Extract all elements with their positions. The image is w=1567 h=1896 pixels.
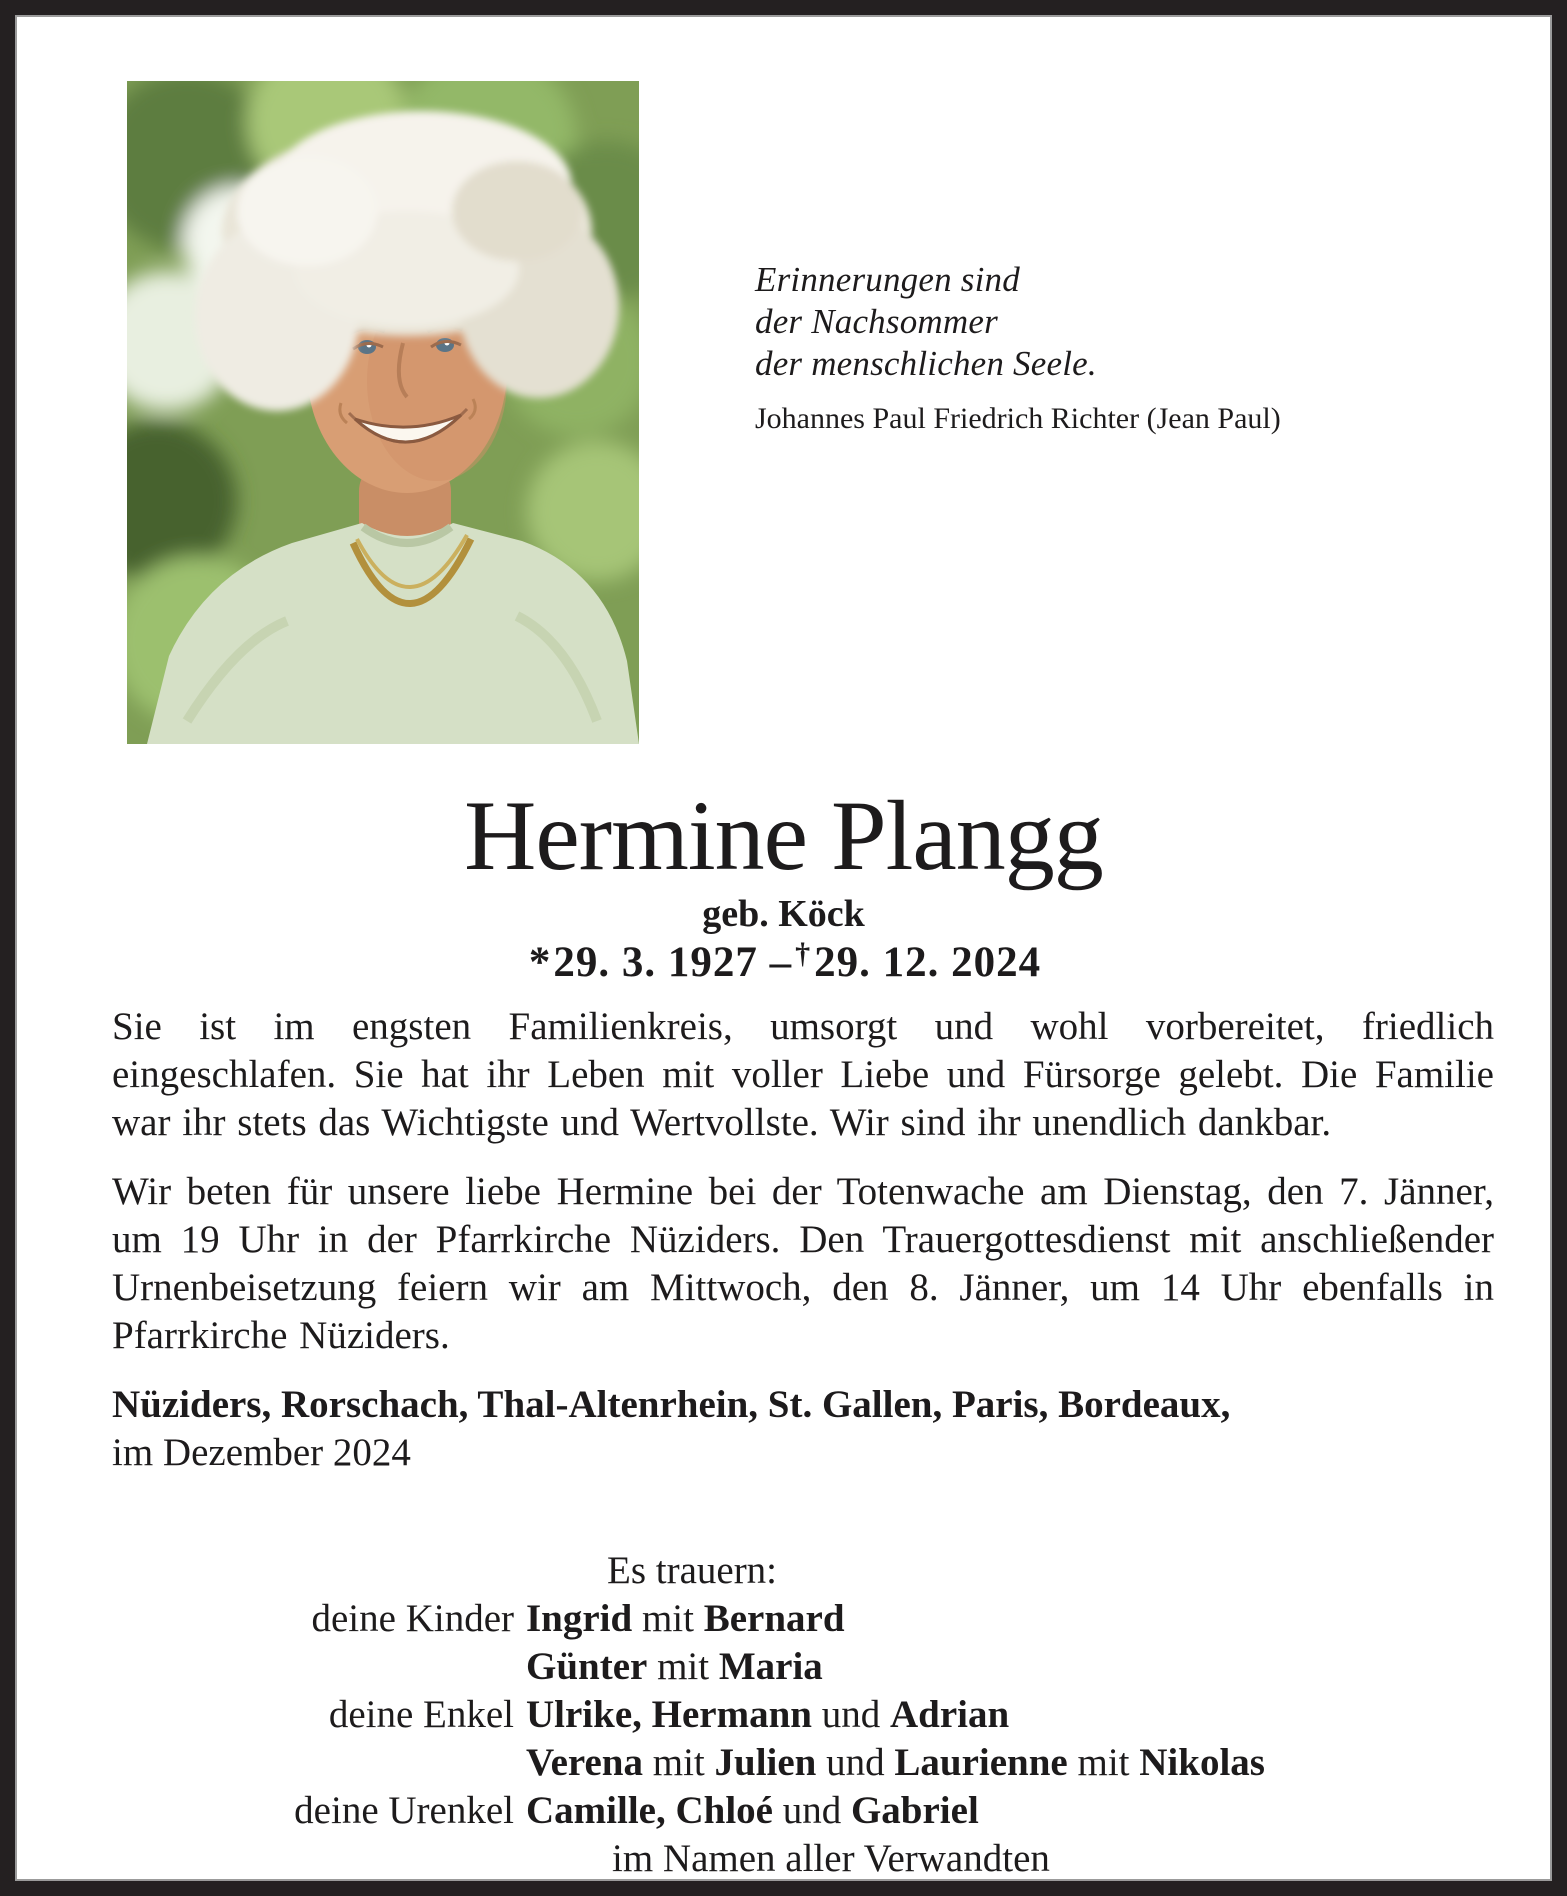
mourner-names [526,1643,1512,1691]
mourner-relation-label [112,1643,514,1691]
mourners-heading: Es trauern: [607,1549,778,1592]
mourner-names [526,1595,1512,1643]
mourner-relation-label: deine Enkel [328,1693,514,1736]
mourner-names [526,1787,1512,1835]
cities-line: Nüziders, Rorschach, Thal-Altenrhein, St. Gallen, Paris, Bordeaux, [112,1383,1231,1426]
mourner-connector: und [816,1741,895,1784]
mourner-name: Adrian [889,1693,1010,1736]
mourner-relation-label [112,1835,514,1883]
mourner-row [112,1739,1512,1787]
life-dates [15,937,1552,992]
mourner-name: Julien [714,1741,817,1784]
mourner-relation-label: deine Kinder [311,1597,514,1640]
mourner-row [112,1643,1512,1691]
memorial-quote [755,259,1475,437]
mourner-row [112,1595,1512,1643]
mourner-names [526,1739,1512,1787]
mourner-name: Ulrike, Hermann [526,1693,812,1736]
deceased-name: Hermine Plangg [464,780,1103,891]
mourner-name: Günter [526,1645,648,1688]
mourner-connector: und [772,1789,851,1832]
quote-line: der Nachsommer [755,302,998,341]
mourner-name: Maria [718,1645,823,1688]
funeral-details-paragraph: Wir beten für unsere liebe Hermine bei der Totenwache am Dienstag, den 7. Jänner, um 19 Uhr in der Pfarrkirche Nüziders. Den Trauergottesdienst mit anschließender Urnenbeisetzung feiern wir am Mittwoch, den 8. Jänner, um 14 Uhr ebenfalls in Pfarrkirche Nüziders. [112,1170,1494,1357]
mourner-name: Verena [526,1741,643,1784]
mourner-relation-label [112,1739,514,1787]
mourner-relation-label: deine Urenkel [294,1789,514,1832]
mourner-connector: und [811,1693,890,1736]
mourner-name: Gabriel [850,1789,979,1832]
obituary-paragraph: Sie ist im engsten Familienkreis, umsorgt und wohl vorbereitet, friedlich eingeschlafen. Sie hat ihr Leben mit voller Liebe und Fürsorge gelebt. Die Familie war ihr stets das Wichtigste und Wertvollste. Wir sind ihr unendlich dankbar. [112,1005,1494,1144]
death-symbol: † [795,936,812,971]
mourner-name: Bernard [703,1597,845,1640]
mourner-connector: mit [643,1741,715,1784]
portrait-photo [127,81,639,744]
mourner-name: Camille, Chloé [526,1789,773,1832]
mourner-connector: mit [632,1597,704,1640]
quote-attribution: Johannes Paul Friedrich Richter (Jean Paul) [755,402,1281,435]
death-date: 29. 12. 2024 [814,939,1042,986]
portrait-illustration [127,81,639,744]
date-separator: – [769,939,793,986]
quote-line: der menschlichen Seele. [755,344,1097,383]
mourner-name: Nikolas [1139,1741,1265,1784]
birth-symbol: * [528,939,552,986]
month-line: im Dezember 2024 [112,1431,411,1474]
mourner-connector: mit [1067,1741,1140,1784]
deceased-name-block [15,781,1552,992]
maiden-name: geb. Köck [702,893,865,935]
mourner-name: Ingrid [526,1597,633,1640]
mourner-row [112,1691,1512,1739]
mourner-name: Laurienne [894,1741,1068,1784]
mourner-names [526,1691,1512,1739]
mourner-names [526,1835,1512,1883]
mourner-row [112,1787,1512,1835]
birth-date: 29. 3. 1927 [553,939,758,986]
obituary-text [112,1003,1494,1477]
quote-line: Erinnerungen sind [755,260,1020,299]
mourner-connector: mit [647,1645,719,1688]
mourners-rows [112,1595,1512,1883]
mourner-connector: im Namen aller Verwandten [612,1837,1050,1880]
mourner-row [112,1835,1512,1883]
